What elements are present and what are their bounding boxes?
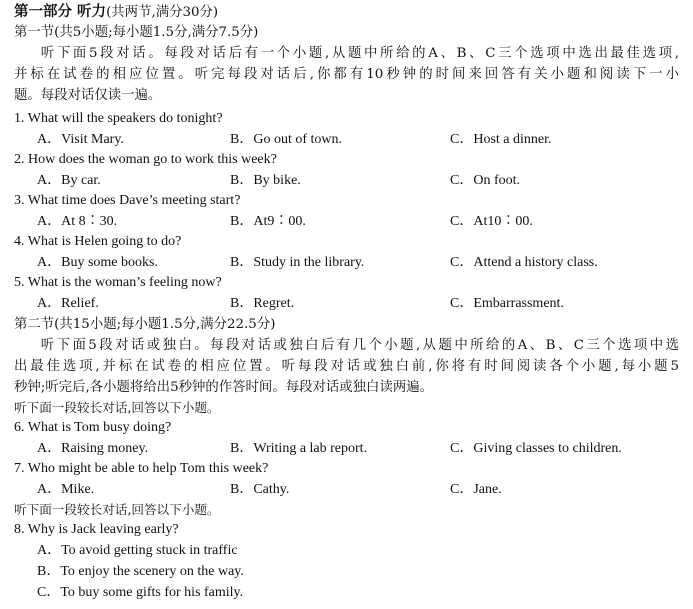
part-title-note: (共两节,满分30分) — [106, 5, 219, 20]
q5-option-c: C．Embarrassment. — [450, 296, 564, 311]
q6-option-b: B．Writing a lab report. — [230, 441, 368, 456]
question-3: 3. What time does Dave’s meeting start? — [14, 193, 241, 208]
q1-option-c: C．Host a dinner. — [450, 132, 552, 147]
q4-option-a: A．Buy some books. — [37, 255, 158, 270]
section2-para-line-2: 出最佳选项,并标在试卷的相应位置。听每段对话或独白前,你将有时间阅读各个小题,每小题5 — [14, 359, 679, 374]
q1-option-a: A．Visit Mary. — [37, 132, 124, 147]
section1-para-line-1: 听下面5段对话。每段对话后有一个小题,从题中所给的A、B、C三个选项中选出最佳选项, — [40, 46, 679, 61]
question-4: 4. What is Helen going to do? — [14, 234, 182, 249]
q6-option-c: C．Giving classes to children. — [450, 441, 622, 456]
q2-option-b: B．By bike. — [230, 173, 301, 188]
section2-para-line-1: 听下面5段对话或独白。每段对话或独白后有几个小题,从题中所给的A、B、C三个选项中选 — [40, 338, 679, 353]
q2-option-a: A．By car. — [37, 173, 101, 188]
q1-option-b: B．Go out of town. — [230, 132, 342, 147]
section2-heading: 第二节(共15小题;每小题1.5分,满分22.5分) — [14, 317, 276, 332]
q2-option-c: C．On foot. — [450, 173, 520, 188]
question-8: 8. Why is Jack leaving early? — [14, 522, 179, 537]
question-1: 1. What will the speakers do tonight? — [14, 111, 223, 126]
question-5: 5. What is the woman’s feeling now? — [14, 275, 222, 290]
q5-option-b: B．Regret. — [230, 296, 295, 311]
q4-option-c: C．Attend a history class. — [450, 255, 598, 270]
long-dialogue-note-1: 听下面一段较长对话,回答以下小题。 — [14, 400, 220, 415]
section1-heading: 第一节(共5小题;每小题1.5分,满分7.5分) — [14, 25, 259, 40]
part-title-text: 第一部分 听力 — [14, 3, 107, 20]
q8-option-b: B．To enjoy the scenery on the way. — [37, 564, 244, 579]
question-7: 7. Who might be able to help Tom this week? — [14, 461, 269, 476]
section1-para-line-2: 并标在试卷的相应位置。听完每段对话后,你都有10秒钟的时间来回答有关小题和阅读下一小 — [14, 67, 679, 82]
q7-option-a: A．Mike. — [37, 482, 95, 497]
question-6: 6. What is Tom busy doing? — [14, 420, 172, 435]
q8-option-a: A．To avoid getting stuck in traffic — [37, 543, 238, 558]
part-title — [14, 3, 679, 21]
section1-para-line-3: 题。每段对话仅读一遍。 — [14, 88, 162, 103]
section2-para-line-3: 秒钟;听完后,各小题将给出5秒钟的作答时间。每段对话或独白读两遍。 — [14, 380, 434, 395]
question-2: 2. How does the woman go to work this week? — [14, 152, 277, 167]
long-dialogue-note-2: 听下面一段较长对话,回答以下小题。 — [14, 502, 220, 517]
q5-option-a: A．Relief. — [37, 296, 99, 311]
q3-option-a: A．At 8∶30. — [37, 214, 118, 229]
q7-option-b: B．Cathy. — [230, 482, 290, 497]
q3-option-c: C．At10∶00. — [450, 214, 533, 229]
q3-option-b: B．At9∶00. — [230, 214, 306, 229]
q7-option-c: C．Jane. — [450, 482, 502, 497]
q8-option-c: C．To buy some gifts for his family. — [37, 585, 244, 600]
q4-option-b: B．Study in the library. — [230, 255, 365, 270]
q6-option-a: A．Raising money. — [37, 441, 149, 456]
